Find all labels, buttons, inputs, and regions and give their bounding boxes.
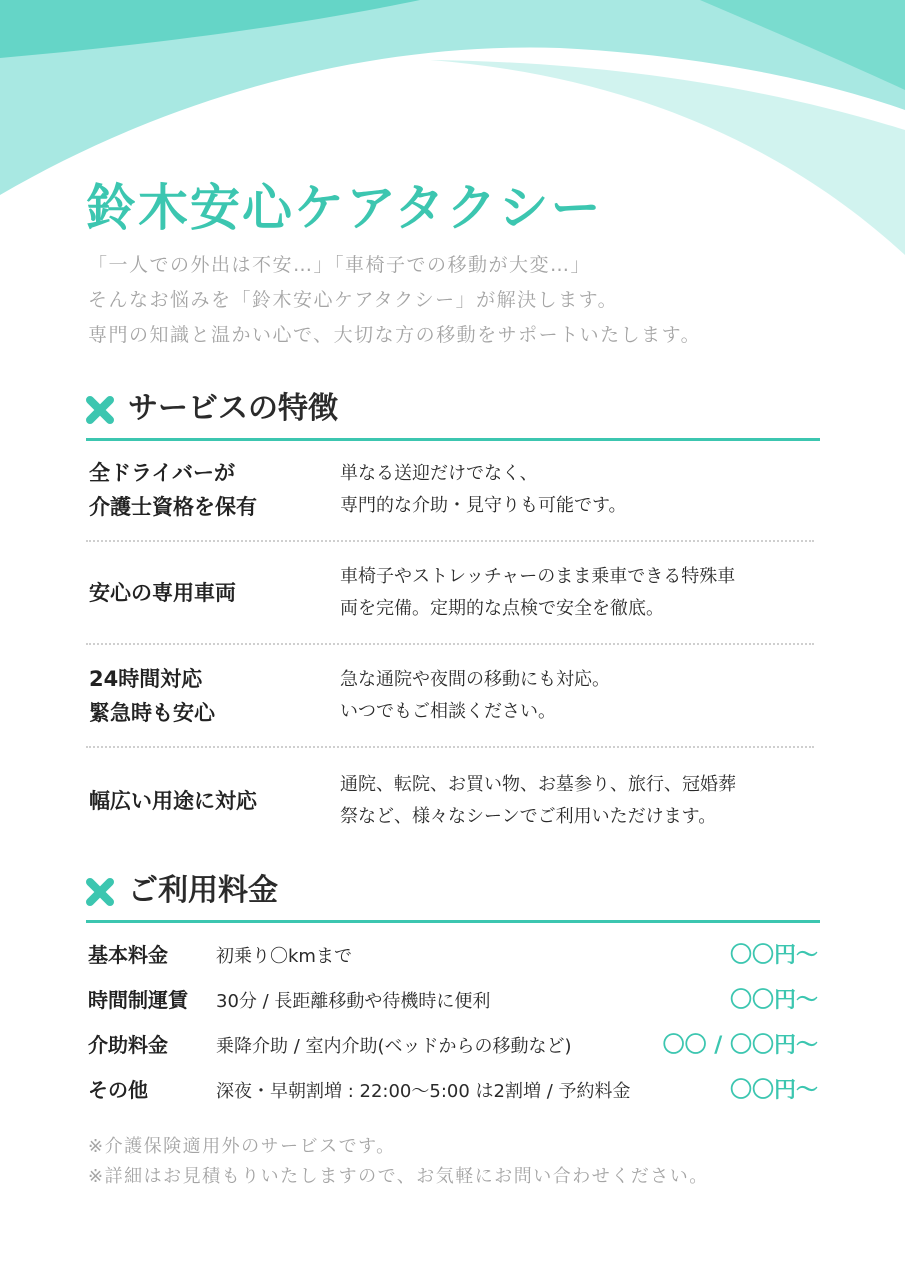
intro-line: 専門の知識と温かい心で、大切な方の移動をサポートいたします。: [88, 324, 702, 346]
feature-label-line: 幅広い用途に対応: [89, 789, 257, 813]
pricing-heading: ご利用料金: [128, 873, 278, 908]
feature-row: [86, 748, 814, 854]
feature-label: [86, 576, 340, 610]
price-value: 〇〇円～: [729, 988, 818, 1013]
pricing-section-header: [86, 870, 820, 923]
price-row: [88, 981, 820, 1026]
page-title: 鈴木安心ケアタクシー: [86, 179, 603, 237]
x-icon: [86, 396, 114, 424]
feature-row: [86, 440, 814, 542]
feature-label-line: 全ドライバーが: [89, 461, 235, 485]
price-detail: 深夜・早朝割増 : 22:00～5:00 は2割増 / 予約料金: [216, 1081, 631, 1102]
feature-desc-line: いつでもご相談ください。: [340, 700, 556, 722]
feature-label-line: 介護士資格を保有: [89, 495, 257, 519]
feature-label: [86, 662, 340, 730]
feature-label-line: 24時間対応: [89, 666, 203, 691]
intro-text: [88, 248, 848, 353]
feature-desc-line: 両を完備。定期的な点検で安全を徹底。: [340, 597, 664, 619]
feature-label-line: 緊急時も安心: [89, 700, 215, 725]
feature-row: [86, 542, 814, 645]
feature-description: [340, 664, 814, 728]
price-value: 〇〇円～: [729, 943, 818, 968]
feature-desc-line: 専門的な介助・見守りも可能です。: [340, 495, 627, 516]
price-value: 〇〇円～: [729, 1078, 818, 1103]
footnotes: [88, 1132, 848, 1192]
x-icon: [86, 878, 114, 906]
price-detail: 初乗り〇kmまで: [216, 946, 352, 967]
features-section-header: [86, 388, 820, 441]
feature-description: [340, 458, 814, 522]
feature-description: [340, 561, 814, 625]
feature-desc-line: 祭など、様々なシーンでご利用いただけます。: [340, 806, 717, 827]
feature-row: [86, 645, 814, 748]
price-name: その他: [88, 1078, 148, 1102]
note-line: ※詳細はお見積もりいたしますので、お気軽にお問い合わせください。: [88, 1166, 709, 1187]
pricing-table: [88, 936, 820, 1116]
feature-label: [86, 784, 340, 818]
price-name: 介助料金: [88, 1033, 168, 1057]
price-name: 基本料金: [88, 943, 168, 967]
features-list: [86, 440, 814, 854]
feature-label: [86, 456, 340, 524]
feature-desc-line: 通院、転院、お買い物、お墓参り、旅行、冠婚葬: [340, 774, 736, 795]
feature-label-line: 安心の専用車両: [89, 580, 236, 605]
feature-desc-line: 急な通院や夜間の移動にも対応。: [340, 668, 610, 690]
intro-line: 「一人での外出は不安…」「車椅子での移動が大変…」: [88, 254, 592, 276]
price-row: [88, 1026, 820, 1071]
feature-desc-line: 車椅子やストレッチャーのまま乗車できる特殊車: [340, 565, 736, 587]
price-detail: 乗降介助 / 室内介助(ベッドからの移動など): [216, 1036, 572, 1057]
note-line: ※介護保険適用外のサービスです。: [88, 1136, 396, 1157]
price-value: 〇〇 / 〇〇円～: [662, 1033, 818, 1058]
price-detail: 30分 / 長距離移動や待機時に便利: [216, 991, 491, 1012]
price-row: [88, 1071, 820, 1116]
price-row: [88, 936, 820, 981]
features-heading: サービスの特徴: [128, 391, 338, 426]
feature-desc-line: 単なる送迎だけでなく、: [340, 463, 538, 484]
intro-line: そんなお悩みを「鈴木安心ケアタクシー」が解決します。: [88, 289, 619, 311]
price-name: 時間制運賃: [88, 988, 188, 1012]
feature-description: [340, 769, 814, 833]
